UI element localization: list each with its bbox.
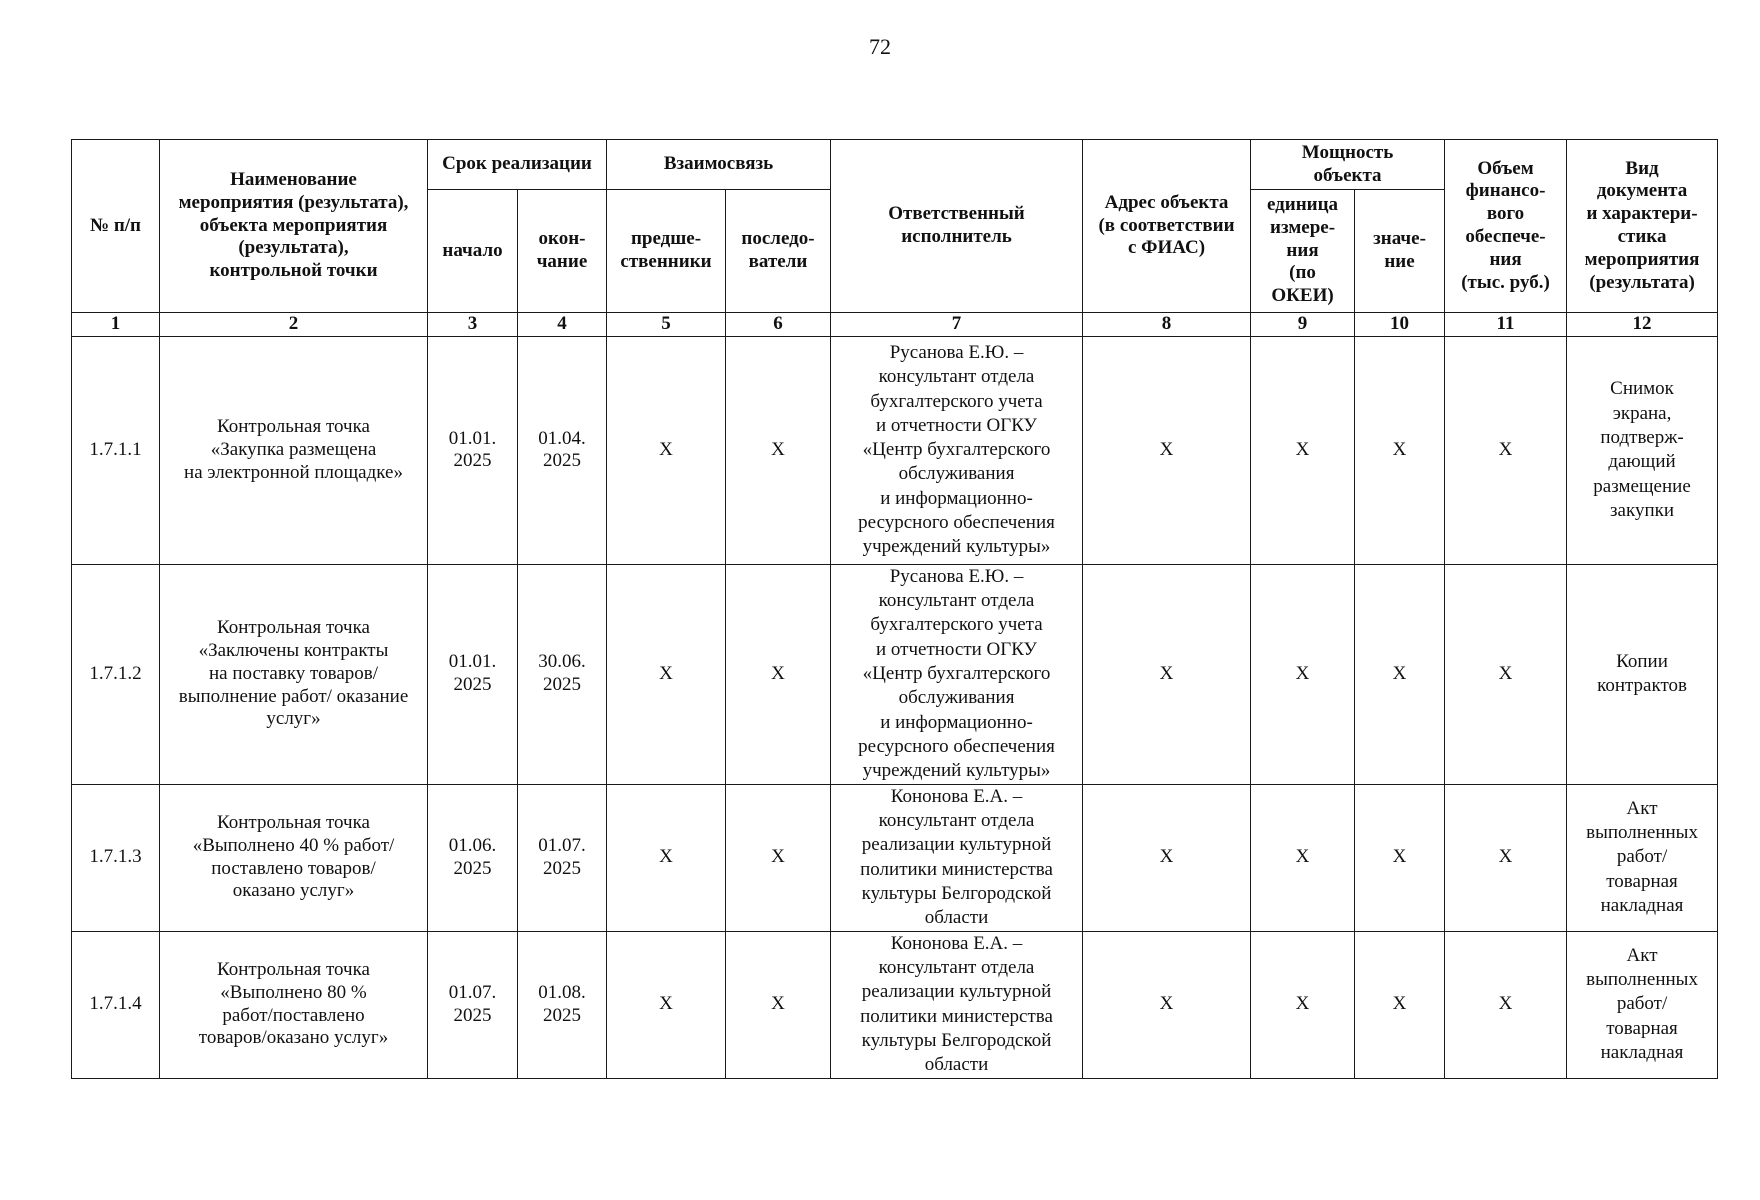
row-successors: X [726,336,831,564]
row-finance: X [1445,931,1567,1078]
column-number: 12 [1567,313,1718,337]
row-predecessors: X [607,336,726,564]
column-number: 2 [160,313,428,337]
row-unit: X [1251,784,1355,931]
row-end: 01.04. 2025 [518,336,607,564]
column-number: 7 [831,313,1083,337]
row-address: X [1083,564,1251,784]
row-value: X [1355,564,1445,784]
header-term-group: Срок реализации [428,140,607,190]
row-successors: X [726,784,831,931]
column-number-row [72,313,1718,337]
row-responsible: Кононова Е.А. – консультант отдела реализации культурной политики министерства культуры Белгородской области [831,931,1083,1078]
table-row [72,931,1718,1078]
row-start: 01.01. 2025 [428,336,518,564]
row-predecessors: X [607,564,726,784]
row-finance: X [1445,784,1567,931]
row-name: Контрольная точка «Заключены контракты на поставку товаров/ выполнение работ/ оказание услуг» [160,564,428,784]
column-number: 8 [1083,313,1251,337]
header-value: значе- ние [1355,190,1445,313]
row-document: Снимок экрана, подтверж- дающий размещение закупки [1567,336,1718,564]
row-start: 01.01. 2025 [428,564,518,784]
table-row [72,784,1718,931]
row-document: Акт выполненных работ/ товарная накладная [1567,784,1718,931]
column-number: 4 [518,313,607,337]
column-number: 6 [726,313,831,337]
header-end: окон- чание [518,190,607,313]
row-name: Контрольная точка «Закупка размещена на электронной площадке» [160,336,428,564]
row-start: 01.07. 2025 [428,931,518,1078]
header-successors: последо- ватели [726,190,831,313]
row-name: Контрольная точка «Выполнено 80 % работ/поставлено товаров/оказано услуг» [160,931,428,1078]
row-value: X [1355,336,1445,564]
row-value: X [1355,784,1445,931]
header-number: № п/п [72,140,160,313]
page-number: 72 [869,34,891,59]
row-predecessors: X [607,784,726,931]
row-document: Копии контрактов [1567,564,1718,784]
header-document: Вид документа и характери- стика мероприятия (результата) [1567,140,1718,313]
row-name: Контрольная точка «Выполнено 40 % работ/ поставлено товаров/ оказано услуг» [160,784,428,931]
header-name: Наименование мероприятия (результата), объекта мероприятия (результата), контрольной точки [160,140,428,313]
row-unit: X [1251,564,1355,784]
table-row [72,336,1718,564]
row-finance: X [1445,336,1567,564]
row-number: 1.7.1.2 [72,564,160,784]
row-end: 01.07. 2025 [518,784,607,931]
header-finance: Объем финансо- вого обеспече- ния (тыс. руб.) [1445,140,1567,313]
row-successors: X [726,564,831,784]
row-unit: X [1251,336,1355,564]
plan-table [71,139,1718,1079]
row-address: X [1083,336,1251,564]
column-number: 9 [1251,313,1355,337]
column-number: 10 [1355,313,1445,337]
row-successors: X [726,931,831,1078]
row-end: 01.08. 2025 [518,931,607,1078]
row-number: 1.7.1.4 [72,931,160,1078]
row-address: X [1083,784,1251,931]
header-address: Адрес объекта (в соответствии с ФИАС) [1083,140,1251,313]
table-row [72,564,1718,784]
column-number: 3 [428,313,518,337]
header-unit: единица измере- ния (по ОКЕИ) [1251,190,1355,313]
row-start: 01.06. 2025 [428,784,518,931]
row-finance: X [1445,564,1567,784]
header-start: начало [428,190,518,313]
column-number: 11 [1445,313,1567,337]
header-responsible: Ответственный исполнитель [831,140,1083,313]
header-predecessors: предше- ственники [607,190,726,313]
row-end: 30.06. 2025 [518,564,607,784]
row-responsible: Кононова Е.А. – консультант отдела реализации культурной политики министерства культуры Белгородской области [831,784,1083,931]
row-number: 1.7.1.3 [72,784,160,931]
header-link-group: Взаимосвязь [607,140,831,190]
row-unit: X [1251,931,1355,1078]
row-number: 1.7.1.1 [72,336,160,564]
row-address: X [1083,931,1251,1078]
row-document: Акт выполненных работ/ товарная накладная [1567,931,1718,1078]
column-number: 1 [72,313,160,337]
row-value: X [1355,931,1445,1078]
row-predecessors: X [607,931,726,1078]
row-responsible: Русанова Е.Ю. – консультант отдела бухгалтерского учета и отчетности ОГКУ «Центр бухгалтерского обслуживания и информационно- ресурсного обеспечения учреждений культуры» [831,336,1083,564]
column-number: 5 [607,313,726,337]
row-responsible: Русанова Е.Ю. – консультант отдела бухгалтерского учета и отчетности ОГКУ «Центр бухгалтерского обслуживания и информационно- ресурсного обеспечения учреждений культуры» [831,564,1083,784]
header-capacity-group: Мощность объекта [1251,140,1445,190]
